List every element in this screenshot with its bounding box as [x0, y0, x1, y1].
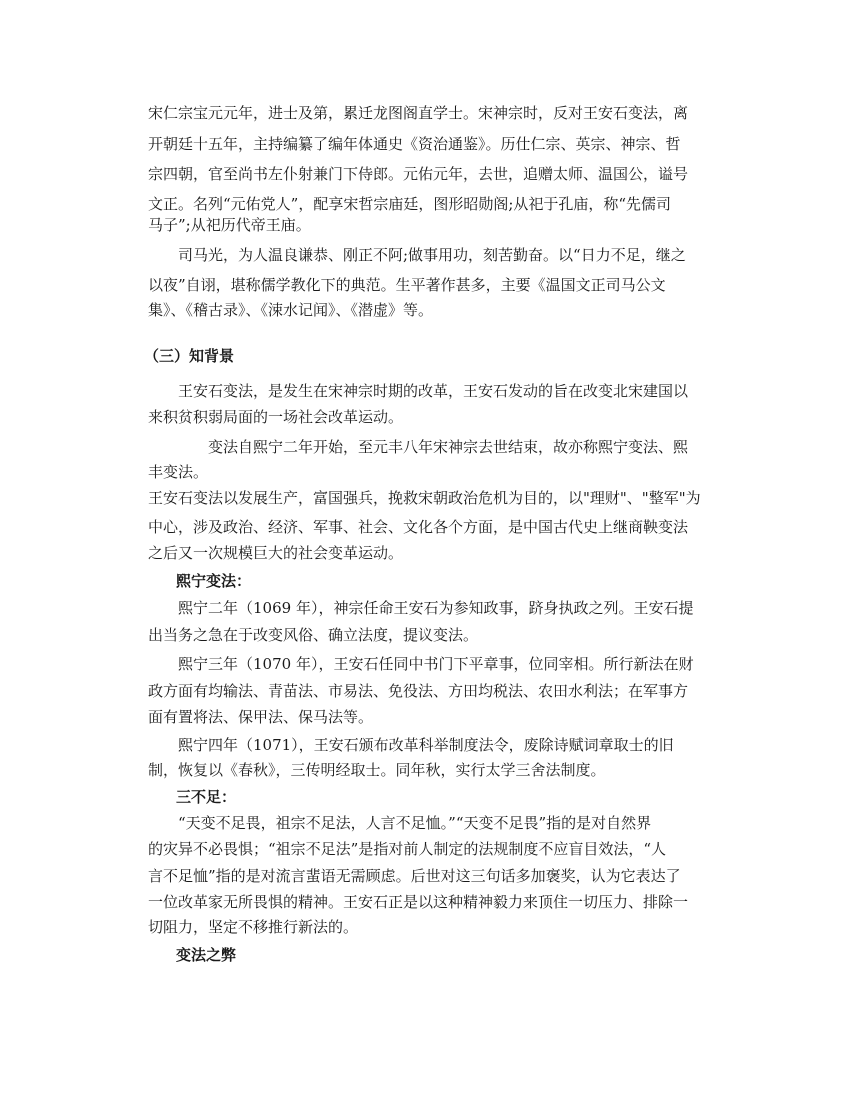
three-line-4: 一位改革家无所畏惧的精神。王安石正是以这种精神毅力来顶住一切压力、排除一 [148, 893, 689, 911]
reform-drawbacks-heading: 变法之弊 [176, 946, 237, 964]
bio-line-2: 开朝廷十五年，主持编纂了编年体通史《资治通鉴》。历仕仁宗、英宗、神宗、哲 [148, 135, 681, 153]
bio-line-5: 马子”;从祀历代帝王庙。 [148, 216, 311, 234]
three-insufficiencies-heading: 三不足： [176, 788, 237, 806]
xining-line-3: 熙宁三年（1070 年），王安石任同中书门下平章事，位同宰相。所行新法在财 [178, 655, 694, 673]
background-p3-line-3: 之后又一次规模巨大的社会变革运动。 [148, 544, 404, 562]
xining-line-2: 出当务之急在于改变风俗、确立法度，提议变法。 [148, 626, 479, 644]
xining-line-5: 面有置将法、保甲法、保马法等。 [148, 708, 374, 726]
bio-line-3: 宗四朝，官至尚书左仆射兼门下侍郎。元佑元年，去世，追赠太师、温国公，谥号 [148, 165, 689, 183]
three-line-5: 切阻力，坚定不移推行新法的。 [148, 918, 359, 936]
bio-line-7: 以夜”自诩，堪称儒学教化下的典范。生平著作甚多，主要《温国文正司马公文 [148, 276, 666, 294]
xining-line-1: 熙宁二年（1069 年），神宗任命王安石为参知政事，跻身执政之列。王安石提 [178, 599, 694, 617]
xining-reform-heading: 熙宁变法： [176, 572, 252, 590]
background-p1-line-2: 来积贫积弱局面的一场社会改革运动。 [148, 408, 404, 426]
xining-line-4: 政方面有均输法、青苗法、市易法、免役法、方田均税法、农田水利法；在军事方 [148, 682, 689, 700]
bio-line-4: 文正。名列“元佑党人”，配享宋哲宗庙廷，图形昭勋阁;从祀于孔庙，称“先儒司 [148, 195, 672, 213]
bio-line-6: 司马光，为人温良谦恭、刚正不阿;做事用功，刻苦勤奋。以“日力不足，继之 [178, 246, 686, 264]
background-p3-line-1: 王安石变法以发展生产，富国强兵，挽救宋朝政治危机为目的，以"理财"、"整军"为 [148, 489, 701, 507]
three-line-2: 的灾异不必畏惧；“祖宗不足法”是指对前人制定的法规制度不应盲目效法，“人 [148, 840, 667, 858]
background-p2-line-2: 丰变法。 [148, 463, 209, 481]
background-p3-line-2: 中心，涉及政治、经济、军事、社会、文化各个方面，是中国古代史上继商鞅变法 [148, 518, 689, 536]
bio-line-8: 集》、《稽古录》、《涑水记闻》、《潜虚》等。 [148, 301, 434, 319]
three-line-3: 言不足恤”指的是对流言蜚语无需顾虑。后世对这三句话多加褒奖，认为它表达了 [148, 867, 681, 885]
background-p2-line-1: 变法自熙宁二年开始，至元丰八年宋神宗去世结束，故亦称熙宁变法、熙 [208, 438, 689, 456]
bio-line-1: 宋仁宗宝元元年，进士及第，累迁龙图阁直学士。宋神宗时，反对王安石变法，离 [148, 104, 689, 122]
three-line-1: “天变不足畏，祖宗不足法，人言不足恤。”“天变不足畏”指的是对自然界 [178, 814, 652, 832]
xining-line-6: 熙宁四年（1071），王安石颁布改革科举制度法令，废除诗赋词章取士的旧 [178, 736, 674, 754]
xining-line-7: 制，恢复以《春秋》，三传明经取士。同年秋，实行太学三舍法制度。 [148, 761, 606, 779]
background-p1-line-1: 王安石变法，是发生在宋神宗时期的改革，王安石发动的旨在改变北宋建国以 [178, 382, 689, 400]
section-heading-background: （三）知背景 [144, 347, 235, 365]
